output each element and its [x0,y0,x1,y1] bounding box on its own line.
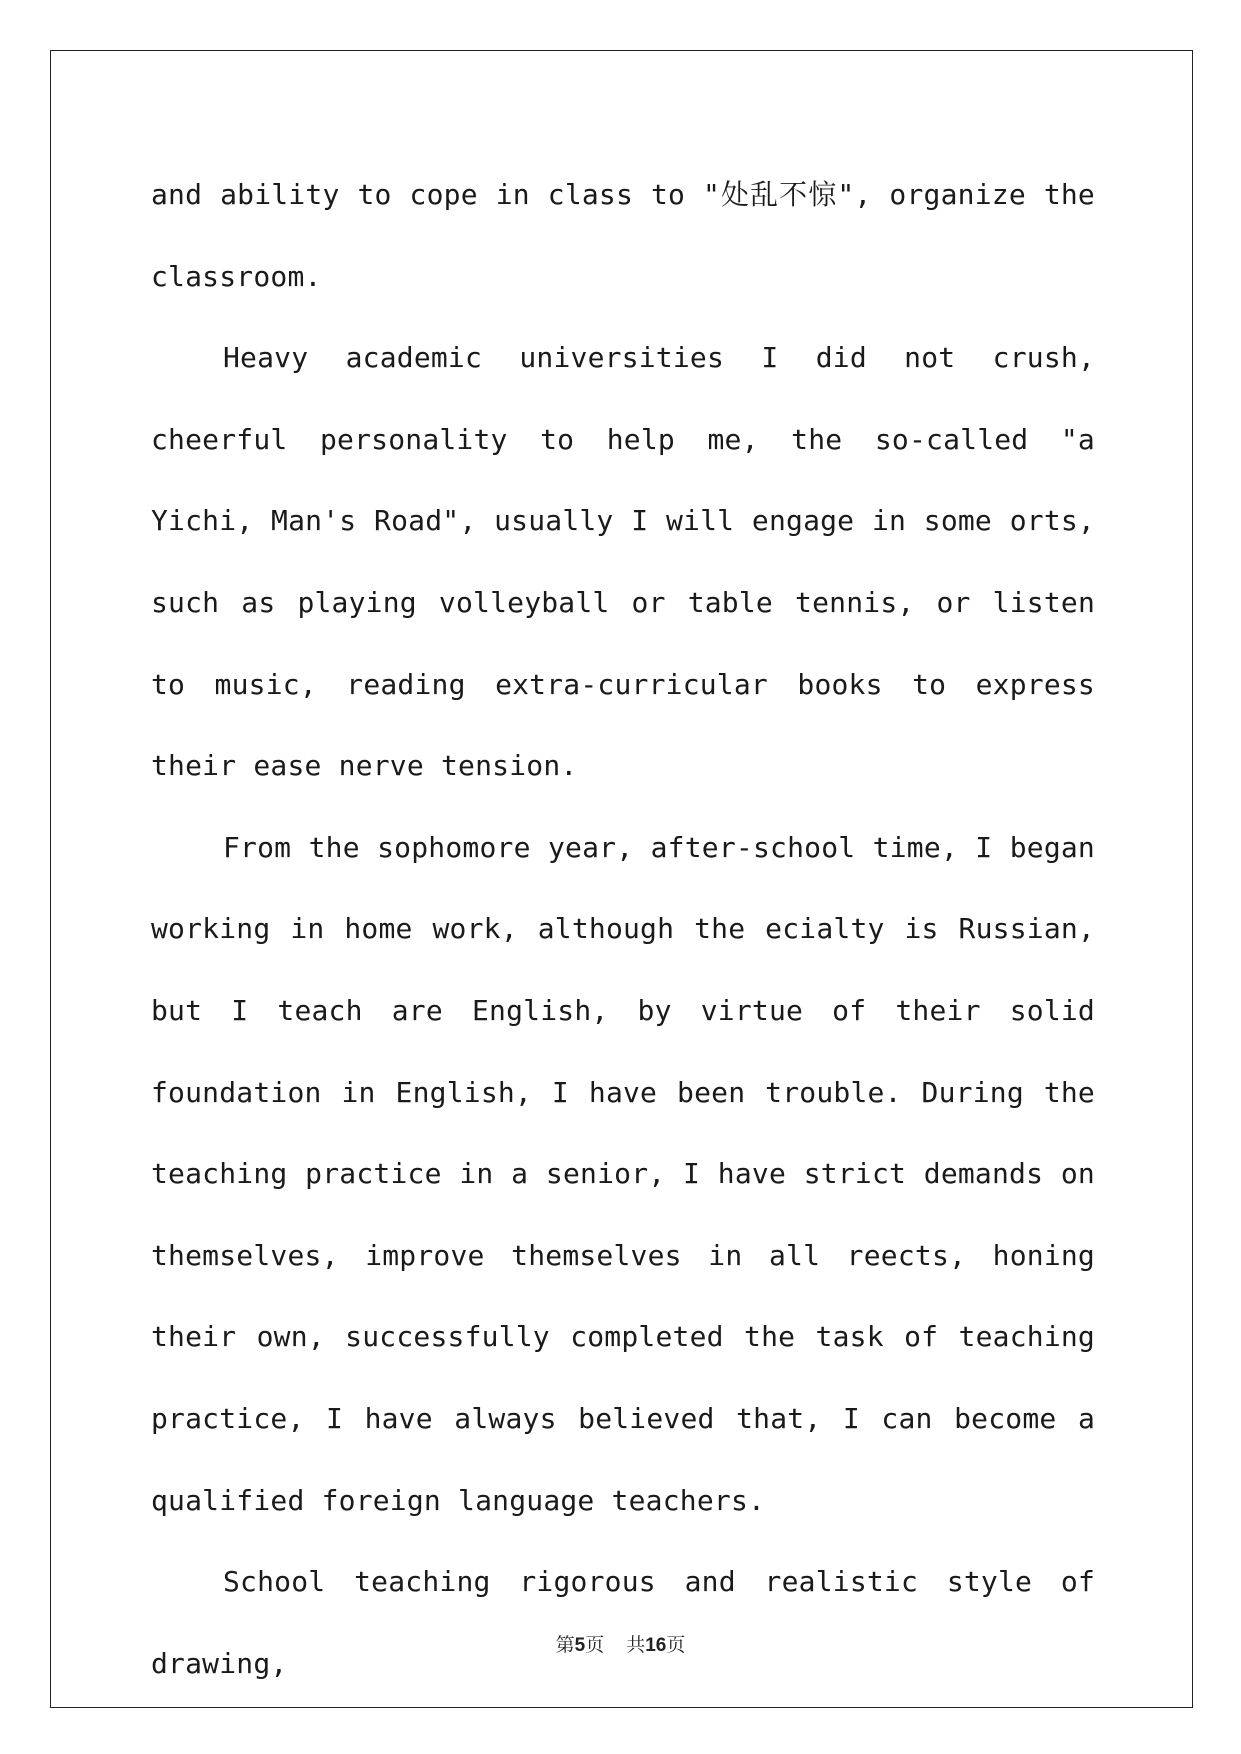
total-suffix: 页 [666,1634,686,1656]
document-body [151,154,1095,1704]
total-pages: 16 [645,1635,667,1656]
page-prefix: 第 [555,1634,575,1656]
total-prefix: 共 [626,1634,646,1656]
paragraph-1: and ability to cope in class to "处乱不惊", organize the classroom. [151,178,1095,293]
paragraph-4: School teaching rigorous and realistic style of drawing, [151,1565,1095,1680]
page-number: 5 [574,1635,586,1656]
page-footer [0,1630,1241,1657]
paragraph-3: From the sophomore year, after-school time, I began working in home work, although the ecialty is Russian, but I teach are English, by virtue of their solid foundation in English, I have been trouble. During the teaching practice in a senior, I have strict demands on themselves, improve themselves in all reects, honing their own, successfully completed the task of teaching practice, I have always believed that, I can become a qualified foreign language teachers. [151,830,1095,1517]
page-suffix: 页 [585,1634,605,1656]
paragraph-2: Heavy academic universities I did not crush, cheerful personality to help me, the so-called "a Yichi, Man's Road", usually I will engage in some orts, such as playing volleyball or table tennis, or listen to music, reading extra-curricular books to express their ease nerve tension. [151,341,1095,783]
